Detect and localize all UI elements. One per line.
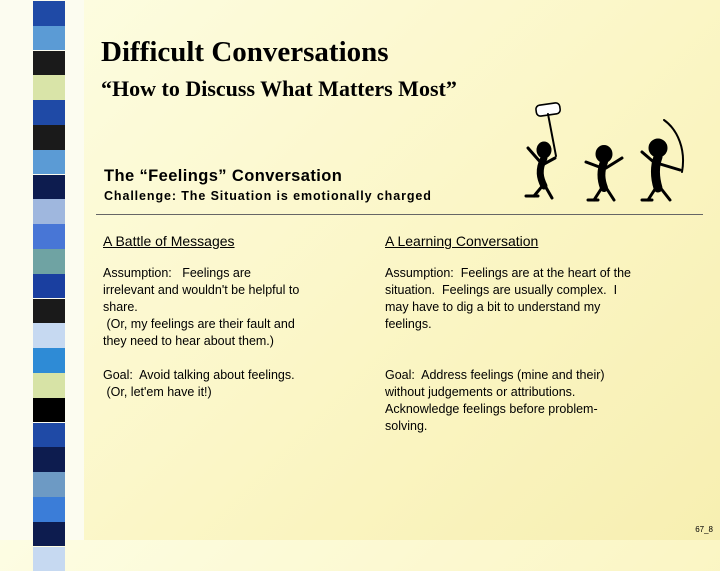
section-subtitle: Challenge: The Situation is emotionally charged [104, 189, 432, 203]
stripe-square [33, 75, 65, 100]
slide-title: Difficult Conversations [101, 36, 389, 68]
stripe-square [33, 348, 65, 373]
stripe-square [33, 447, 65, 472]
stripe-square [33, 547, 65, 571]
stripe-square [33, 472, 65, 497]
stripe-square [33, 497, 65, 522]
right-column-heading: A Learning Conversation [385, 233, 539, 249]
stripe-square [33, 274, 65, 299]
stripe-square [33, 1, 65, 26]
slide-subtitle: “How to Discuss What Matters Most” [101, 76, 457, 101]
left-column-heading: A Battle of Messages [103, 233, 235, 249]
stripe-square [33, 299, 65, 324]
stripe-square [33, 125, 65, 150]
stick-figures-illustration [518, 100, 698, 212]
stripe-square [33, 323, 65, 348]
stripe-square [33, 150, 65, 175]
stripe-square [33, 522, 65, 547]
stripe-square [33, 51, 65, 76]
stripe-square [33, 373, 65, 398]
stripe-square [33, 175, 65, 200]
left-goal-text: Goal: Avoid talking about feelings. (Or, let'em have it!) [103, 368, 295, 399]
decorative-stripe [0, 0, 84, 540]
stripe-square [33, 423, 65, 448]
slide-number: 67_8 [695, 525, 713, 534]
stripe-square [33, 100, 65, 125]
right-assumption-text: Assumption: Feelings are at the heart of the situation. Feelings are usually complex. I may have to dig a bit to understand my feelings. [385, 266, 631, 331]
stripe-square [33, 249, 65, 274]
divider [96, 214, 703, 215]
stripe-square [33, 224, 65, 249]
stripe-square [33, 199, 65, 224]
left-assumption-text: Assumption: Feelings are irrelevant and wouldn't be helpful to share. (Or, my feelings are their fault and they need to hear about them.) [103, 266, 300, 348]
section-title: The “Feelings” Conversation [104, 167, 343, 185]
stripe-square [33, 398, 65, 423]
right-goal-text: Goal: Address feelings (mine and their) without judgements or attributions. Acknowledge feelings before problem- solving. [385, 368, 605, 433]
stripe-square [33, 26, 65, 51]
